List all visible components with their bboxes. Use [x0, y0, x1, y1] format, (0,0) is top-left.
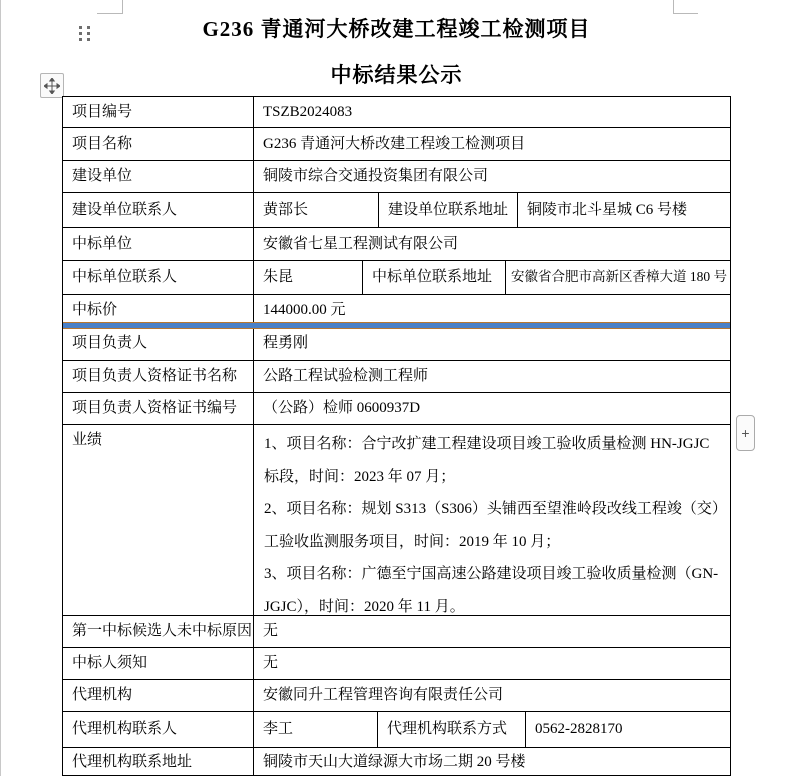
row-value: 安徽省合肥市高新区香樟大道 180 号 [511, 269, 727, 285]
row-value: （公路）检师 0600937D [263, 400, 421, 417]
row-label: 代理机构联系人 [63, 712, 254, 747]
row-label: 中标单位 [63, 228, 254, 260]
row-label: 中标单位联系人 [63, 261, 254, 294]
row-label: 项目负责人资格证书名称 [63, 361, 254, 392]
page-title-line2: 中标结果公示 [330, 63, 463, 87]
row-value: 李工 [254, 712, 378, 747]
row-value: 程勇刚 [263, 334, 309, 351]
row-value: 144000.00 元 [263, 301, 346, 318]
row-value: TSZB2024083 [263, 103, 353, 120]
performance-item-3: 3、项目名称：广德至宁国高速公路建设项目竣工验收质量检测（GN-JGJC），时间：2020 年 11 月。 [264, 566, 719, 615]
row-label: 建设单位联系地址 [379, 193, 518, 227]
table-row [63, 161, 730, 193]
insert-plus-button[interactable] [736, 415, 755, 451]
bid-result-table [62, 96, 731, 776]
row-value: 无 [263, 623, 279, 640]
row-value: 无 [263, 655, 279, 672]
row-label: 中标价 [63, 295, 254, 325]
row-value: 铜陵市天山大道绿源大市场二期 20 号楼 [263, 753, 526, 770]
plus-icon: + [741, 425, 750, 441]
row-value: 公路工程试验检测工程师 [263, 368, 429, 385]
page-title-line1: G236 青通河大桥改建工程竣工检测项目 [202, 17, 591, 41]
page-edge-line [0, 0, 1, 776]
table-row [63, 97, 730, 128]
table-row [63, 712, 730, 748]
row-label: 项目负责人 [63, 326, 254, 360]
row-label: 建设单位联系人 [63, 193, 254, 227]
row-label: 代理机构联系地址 [63, 748, 254, 776]
document-title-block [0, 0, 793, 89]
row-label: 代理机构联系方式 [378, 712, 526, 747]
row-value: 铜陵市综合交通投资集团有限公司 [263, 168, 489, 185]
table-row [63, 326, 730, 361]
row-label: 第一中标候选人未中标原因 [63, 616, 254, 647]
row-label: 代理机构 [63, 680, 254, 711]
row-label: 项目负责人资格证书编号 [63, 393, 254, 424]
row-label: 中标单位联系地址 [363, 261, 506, 294]
row-value: 0562-2828170 [535, 721, 623, 738]
row-value: 朱昆 [254, 261, 363, 294]
table-row [63, 228, 730, 261]
table-row [63, 648, 730, 680]
row-label: 业绩 [63, 425, 254, 615]
row-label: 项目名称 [63, 128, 254, 160]
row-value: 安徽省七星工程测试有限公司 [263, 235, 459, 252]
table-row [63, 128, 730, 161]
table-row [63, 193, 730, 228]
table-row [63, 748, 730, 776]
performance-item-1: 1、项目名称：合宁改扩建工程建设项目竣工验收质量检测 HN-JGJC 标段，时间：2023 年 07 月； [264, 436, 710, 485]
table-row [63, 261, 730, 295]
table-row-performance [63, 425, 730, 616]
row-value: G236 青通河大桥改建工程竣工检测项目 [263, 135, 526, 152]
performance-item-2: 2、项目名称：规划 S313（S306）头铺西至望淮岭段改线工程竣（交）工验收监测服务项目，时间：2019 年 10 月； [264, 501, 720, 550]
table-row [63, 680, 730, 712]
table-row [63, 361, 730, 393]
row-label: 建设单位 [63, 161, 254, 192]
row-label: 中标人须知 [63, 648, 254, 679]
row-value: 安徽同升工程管理咨询有限责任公司 [263, 687, 504, 704]
performance-list [254, 425, 730, 615]
table-row [63, 616, 730, 648]
row-value: 黄部长 [254, 193, 379, 227]
row-value: 铜陵市北斗星城 C6 号楼 [527, 201, 688, 218]
row-label: 项目编号 [63, 97, 254, 127]
formatted-border-highlight [62, 322, 731, 329]
table-row [63, 393, 730, 425]
